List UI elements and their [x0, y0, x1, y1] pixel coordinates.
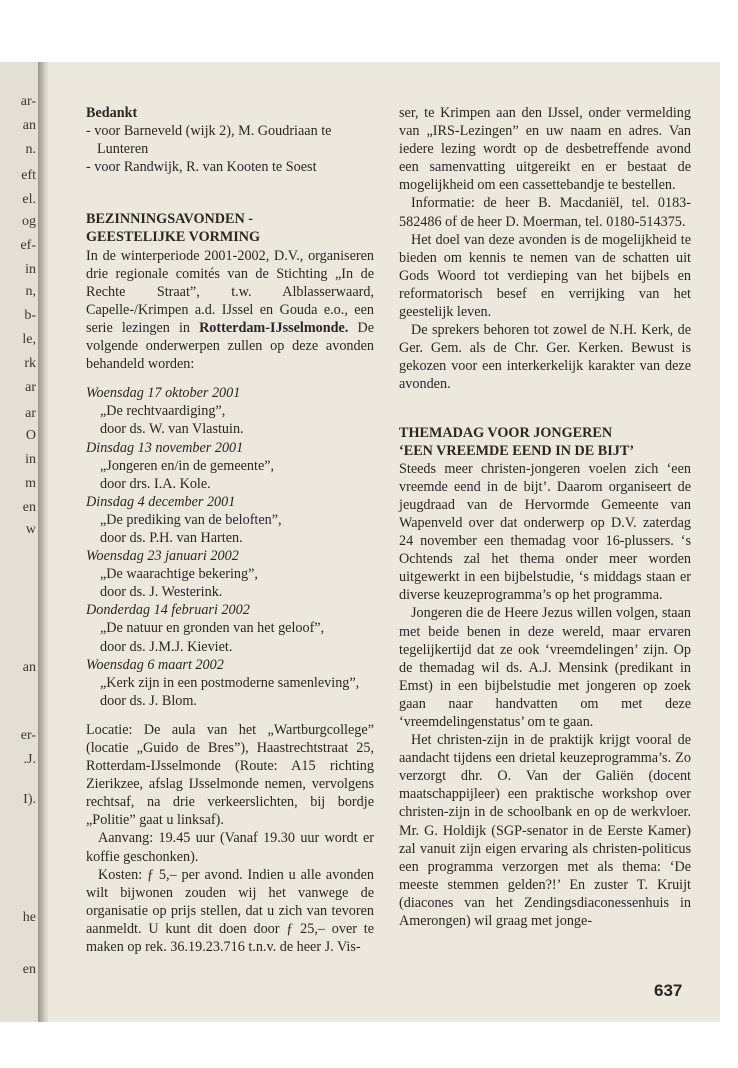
schedule-topic: „De prediking van de beloften”,	[100, 511, 282, 528]
bedankt-item: - voor Barneveld (wijk 2), M. Goudriaan te Lunteren	[86, 123, 332, 158]
facing-page-fragment: n,	[25, 284, 36, 299]
schedule-topic: „Jongeren en/in de gemeente”,	[100, 457, 275, 474]
facing-page-fragment: ar	[25, 380, 36, 395]
page-number: 637	[654, 981, 683, 1000]
informatie-paragraph: Informatie: de heer B. Macdaniël, tel. 0183-582486 of de heer D. Moerman, tel. 0180-514375.	[399, 195, 691, 230]
facing-page-fragment: he	[22, 910, 36, 925]
intro-end: De volgende onderwerpen zullen op deze avonden behandeld worden:	[86, 319, 375, 373]
facing-page-fragment: el.	[22, 192, 36, 207]
facing-page-fragment: ar-	[20, 94, 36, 109]
facing-page-fragment: b-	[24, 308, 36, 323]
lecture-schedule	[86, 384, 374, 710]
schedule-topic: „De rechtvaardiging”,	[100, 403, 226, 420]
facing-page-fragment: w	[25, 522, 36, 537]
facing-page-fragment: ef-	[20, 238, 36, 253]
schedule-speaker: door drs. I.A. Kole.	[100, 475, 211, 492]
spacer	[399, 394, 691, 424]
sprekers-paragraph: De sprekers behoren tot zowel de N.H. Kerk, de Ger. Gem. als de Chr. Ger. Kerken. Bewust is gekozen voor een interkerkelijk karakter van deze avonden.	[399, 322, 691, 393]
facing-page-fragment: eft	[21, 168, 36, 183]
facing-page-fragment: in	[25, 452, 36, 467]
themadag-paragraph-2: Jongeren die de Heere Jezus willen volgen, staan met beide benen in deze wereld, maar ervaren tegelijkertijd dat ze ook ‘vreemdelingen’ zijn. Op de themadag wil ds. A.J. Mensink (predikant in Emst) in een bijbelstudie met jongeren op zoek gaan naar handvatten om met deze ‘vreemdelingenstatus’ om te gaan.	[399, 605, 691, 730]
schedule-date: Woensdag 6 maart 2002	[86, 656, 224, 673]
themadag-paragraph-3: Het christen-zijn in de praktijk krijgt vooral de aandacht tijdens een drietal keuzeprogramma’s. Zo verzorgt dhr. O. Van der Galiën (docent maatschappijleer) een praktische workshop over christen-zijn in de schoolbank en op de werkvloer. Mr. G. Holdijk (SGP-senator in de Eerste Kamer) zal vanuit zijn eigen ervaring als christen-politicus een programma verzorgen met als thema: ‘De meeste stemmen gelden?!’ En zuster T. Kruijt (diacones van het Zendingsdiaconessenhuis in Amerongen) wil graag met jonge-	[399, 732, 691, 930]
facing-page-fragment: an	[22, 660, 36, 675]
themadag-paragraph-1: Steeds meer christen-jongeren voelen zich ‘een vreemde eend in de bijt’. Daarom organiseert de jeugdraad van de Hervormde Gemeente van Wapenveld over dat onderwerp op D.V. zaterdag 24 november een themadag voor 16-plussers. ‘s Ochtends zal het thema onder meer worden uitgewerkt in een bijbelstudie, ‘s middags staan er diverse keuzeprogramma’s op het programma.	[399, 460, 691, 604]
schedule-speaker: door ds. J. Westerink.	[100, 584, 223, 601]
bezinning-heading-2: GEESTELIJKE VORMING	[86, 229, 261, 246]
bedankt-item: - voor Randwijk, R. van Kooten te Soest	[86, 159, 317, 176]
doel-paragraph: Het doel van deze avonden is de mogelijkheid te bieden om kennis te nemen van de schatten uit Gods Woord tot verdieping van het bijbels en reformatorisch besef en verrijking van het geestelijk leven.	[399, 231, 691, 321]
intro-location: Rotterdam-IJsselmonde.	[199, 319, 349, 336]
spacer	[86, 710, 374, 721]
bedankt-heading: Bedankt	[86, 105, 138, 121]
schedule-date: Dinsdag 13 november 2001	[86, 439, 244, 456]
schedule-speaker: door ds. W. van Vlastuin.	[100, 421, 244, 438]
intro-text: In de winterperiode 2001-2002, D.V., organiseren drie regionale comités van de Stichting „In de Rechte Straat”, t.w. Alblasserwaard, Capelle-/Krimpen a.d. IJssel en Gouda e.o., een serie lezingen in	[86, 247, 374, 336]
themadag-heading-2: ‘EEN VREEMDE EEND IN DE BIJT’	[399, 442, 635, 459]
schedule-topic: „De natuur en gronden van het geloof”,	[100, 620, 325, 637]
schedule-topic: „Kerk zijn in een postmoderne samenleving”,	[100, 674, 360, 691]
bezinning-intro	[86, 247, 374, 374]
schedule-speaker: door ds. J.M.J. Kieviet.	[100, 638, 233, 655]
continued-paragraph: ser, te Krimpen aan den IJssel, onder vermelding van „IRS-Lezingen” en uw naam en adres. Van iedere lezing wordt op de desbetreffende avond een samenvatting uitgereikt en er bestaat de mogelijkheid om een cassettebandje te bestellen.	[399, 105, 691, 194]
facing-page-fragment: an	[22, 118, 36, 133]
schedule-date: Woensdag 23 januari 2002	[86, 548, 239, 565]
facing-page-fragment: m	[25, 476, 36, 491]
themadag-heading-1: THEMADAG VOOR JONGEREN	[399, 424, 613, 441]
facing-page-fragment: I).	[23, 792, 36, 807]
schedule-date: Donderdag 14 februari 2002	[86, 602, 250, 619]
schedule-date: Woensdag 17 oktober 2001	[86, 385, 241, 402]
facing-page-fragment: en	[22, 962, 36, 977]
facing-page-fragment: er-	[20, 728, 36, 743]
spacer	[86, 176, 374, 210]
schedule-date: Dinsdag 4 december 2001	[86, 493, 236, 510]
facing-page-fragment: n.	[25, 142, 36, 157]
schedule-topic: „De waarachtige bekering”,	[100, 566, 258, 583]
schedule-speaker: door ds. P.H. van Harten.	[100, 529, 243, 546]
facing-page-fragment: .J.	[23, 752, 36, 767]
facing-page-fragment: en	[22, 500, 36, 515]
right-column	[399, 104, 691, 930]
left-column	[86, 104, 374, 956]
facing-page-fragment: in	[25, 262, 36, 277]
spacer	[86, 373, 374, 384]
bezinning-heading-1: BEZINNINGSAVONDEN -	[86, 211, 253, 228]
facing-page-fragment: rk	[24, 356, 36, 371]
locatie-paragraph: Locatie: De aula van het „Wartburgcollege” (locatie „Guido de Bres”), Haastrechtstraat 25, Rotterdam-IJsselmonde (Route: A15 richting Zierikzee, afslag IJsselmonde nemen, vervolgens rechtsaf, na drie verkeerslichten, bij bordje „Politie” gaat u linksaf).	[86, 721, 374, 829]
kosten-paragraph: Kosten: ƒ 5,– per avond. Indien u alle avonden wilt bijwonen zouden wij het vanwege de organisatie op prijs stellen, dat u zich van tevoren aanmeldt. U kunt dit doen door ƒ 25,– over te maken op rek. 36.19.23.716 t.n.v. de heer J. Vis-	[86, 866, 374, 956]
facing-page-fragment: le,	[22, 332, 36, 347]
facing-page-fragment: og	[22, 214, 36, 229]
facing-page-edge	[0, 62, 38, 1022]
schedule-speaker: door ds. J. Blom.	[100, 692, 197, 709]
facing-page-fragment: O	[25, 428, 36, 443]
facing-page-fragment: ar	[25, 406, 36, 421]
aanvang-paragraph: Aanvang: 19.45 uur (Vanaf 19.30 uur wordt er koffie geschonken).	[86, 830, 374, 865]
